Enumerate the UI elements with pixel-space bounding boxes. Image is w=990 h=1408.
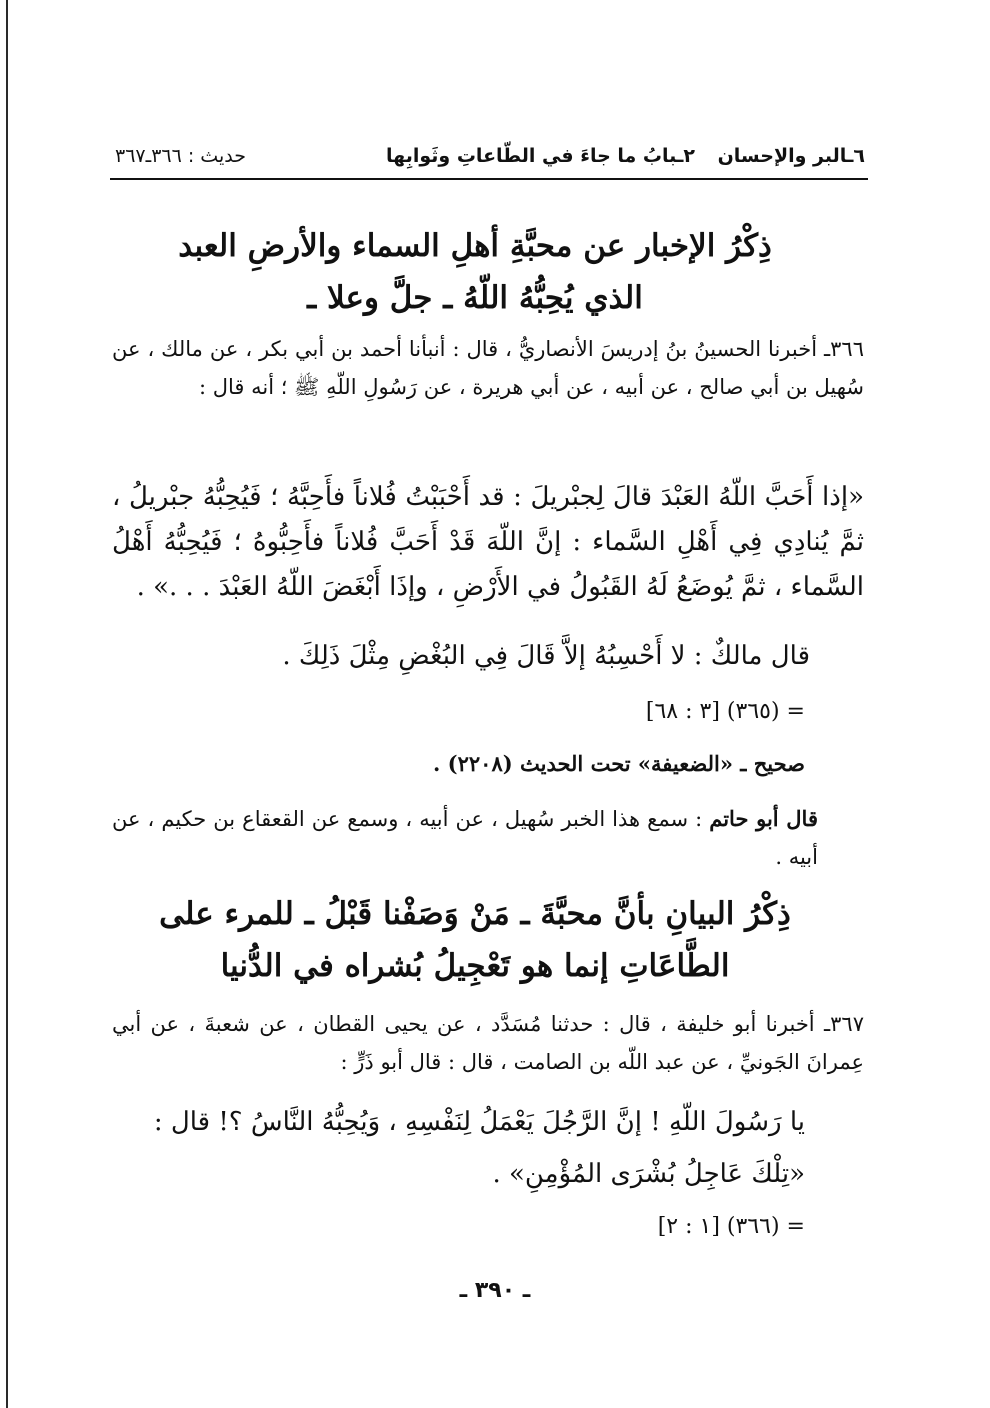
abu-hatim-text: : سمع هذا الخبر سُهيل ، عن أبيه ، وسمع عن القعقاع بن حكيم ، عن أبيه . [112, 807, 818, 869]
prophet-answer: «تِلْكَ عَاجِلُ بُشْرَى المُؤْمِنِ» . [492, 1159, 805, 1189]
header-section: ٢ـبابُ ما جاءَ في الطّاعاتِ وثَوابِها [386, 145, 695, 167]
header-chapter: ٦ـالبر والإحسان [717, 145, 865, 167]
running-header [115, 145, 865, 175]
section1-matn: «إذا أَحَبَّ اللّهُ العَبْدَ قالَ لِجبْريلَ : قد أَحْبَبْتُ فُلاناً فأَحِبَّهُ ؛ فَيُحِبُّهُ جبْريلُ ، ثمَّ يُنادِي فِي أَهْلِ السَّماء : إنَّ اللّهَ قَدْ أَحَبَّ فُلاناً فأَحِبُّوهُ ؛ فَيُحِبُّهُ أَهْلُ السَّماء ، ثمَّ يُوضَعُ لَهُ القَبُولُ في الأَرْضِ ، وإذَا أَبْغَضَ اللّهُ العَبْدَ . . .» . [112, 482, 864, 602]
abu-dharr-question: يا رَسُولَ اللّهِ ! إنَّ الرَّجُلَ يَعْمَلُ لِنَفْسِهِ ، وَيُحِبُّهُ النَّاسُ ؟! قال : [153, 1107, 805, 1137]
malik-comment: قال مالكٌ : لا أَحْسِبُهُ إلاَّ قَالَ فِي البُغْضِ مِثْلَ ذَلِكَ . [282, 641, 810, 671]
page-edge-line [6, 0, 8, 1408]
abu-hatim-label: قال أبو حاتم [709, 806, 818, 831]
header-divider [110, 178, 868, 180]
section2-isnad: ٣٦٧ـ أخبرنا أبو خليفة ، قال : حدثنا مُسَدَّد ، عن يحيى القطان ، عن شعبةَ ، عن أبي عِمرانَ الجَونيِّ ، عن عبد اللّه بن الصامت ، قال : قال أبو ذَرٍّ : [112, 1012, 864, 1074]
section1-title: ذِكْرُ الإخبار عن محبَّةِ أهلِ السماء والأرضِ العبد الذي يُحِبُّهُ اللّهُ ـ جلَّ وعلا ـ [178, 228, 772, 316]
section2-reference: = (٣٦٦) [١ : ٢] [657, 1214, 805, 1239]
page-number: ـ ٣٩٠ ـ [459, 1278, 531, 1303]
section2-title: ذِكْرُ البيانِ بأنَّ محبَّةَ ـ مَنْ وَصَفْنا قَبْلُ ـ للمرء على الطَّاعَاتِ إنما هو تَعْجِيلُ بُشراه في الدُّنيا [159, 896, 791, 984]
header-hadith-range: حديث : ٣٦٦ـ٣٦٧ [115, 145, 246, 167]
section1-reference: = (٣٦٥) [٣ : ٦٨] [645, 699, 805, 724]
abu-hatim-note [112, 800, 818, 876]
section1-isnad: ٣٦٦ـ أخبرنا الحسينُ بنُ إدريسَ الأنصاريُّ ، قال : أنبأنا أحمد بن أبي بكر ، عن مالك ، عن سُهيل بن أبي صالح ، عن أبيه ، عن أبي هريرة ، عن رَسُولِ اللّهِ ﷺ ؛ أنه قال : [112, 337, 864, 399]
section1-grading: صحيح ـ «الضعيفة» تحت الحديث (٢٢٠٨) . [433, 751, 805, 776]
